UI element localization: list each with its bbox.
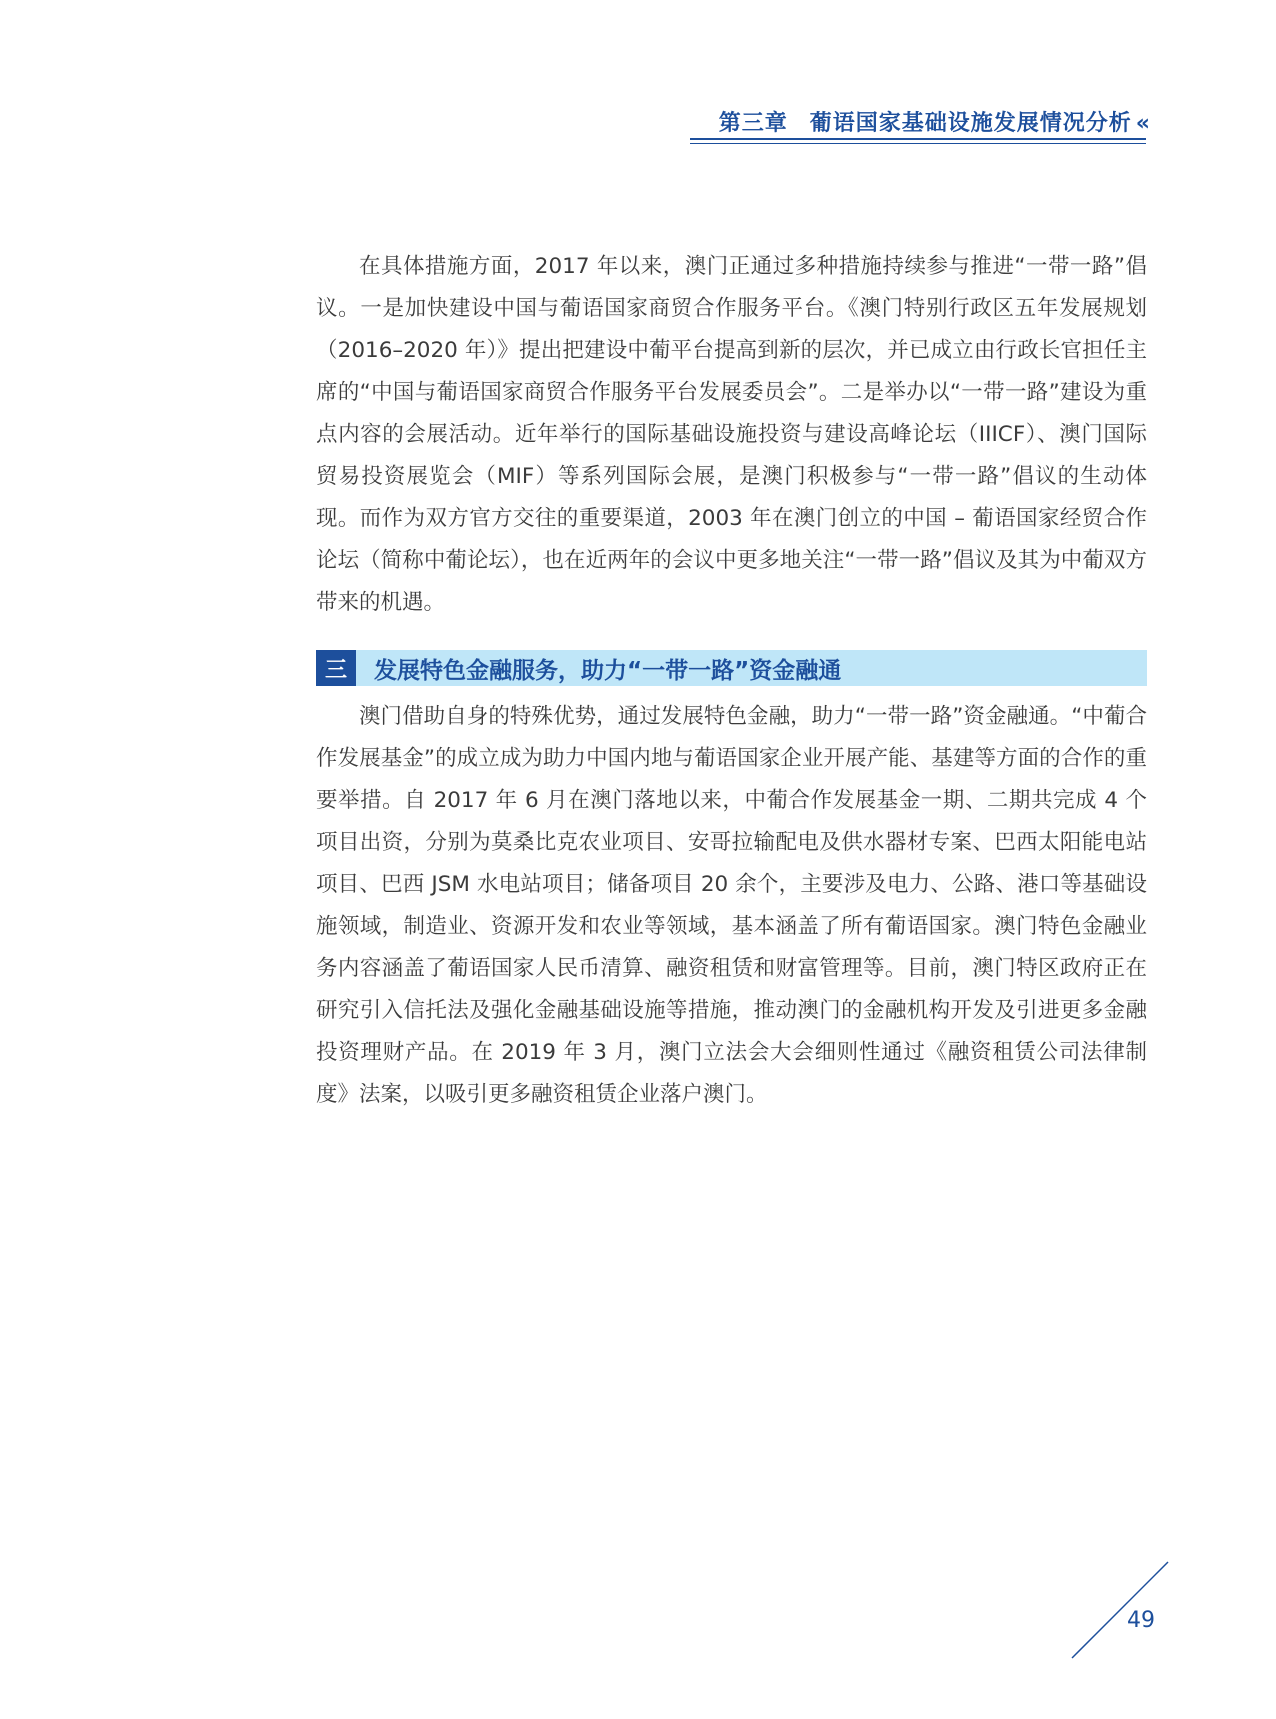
page-number: 49 bbox=[1127, 1608, 1155, 1633]
section-number: 三 bbox=[316, 650, 356, 686]
running-header bbox=[719, 106, 1148, 137]
chevron-left-icon: « bbox=[1135, 111, 1148, 136]
section-heading bbox=[316, 650, 1147, 686]
paragraph-measures: 在具体措施方面，2017 年以来，澳门正通过多种措施持续参与推进“一带一路”倡议。一是加快建设中国与葡语国家商贸合作服务平台。《澳门特别行政区五年发展规划（2016–2020 年）》提出把建设中葡平台提高到新的层次，并已成立由行政长官担任主席的“中国与葡语国家商贸合作服务平台发展委员会”。二是举办以“一带一路”建设为重点内容的会展活动。近年举行的国际基础设施投资与建设高峰论坛（IIICF）、澳门国际贸易投资展览会（MIF）等系列国际会展，是澳门积极参与“一带一路”倡议的生动体现。而作为双方官方交往的重要渠道，2003 年在澳门创立的中国 – 葡语国家经贸合作论坛（简称中葡论坛），也在近两年的会议中更多地关注“一带一路”倡议及其为中葡双方带来的机遇。 bbox=[316, 254, 1147, 615]
header-rule-thin bbox=[690, 143, 1146, 144]
chapter-label: 第三章 bbox=[718, 111, 788, 136]
body-content bbox=[316, 246, 1147, 1116]
header-rule-thick bbox=[690, 138, 1146, 140]
corner-slash-decoration bbox=[1070, 1560, 1170, 1660]
paragraph-finance: 澳门借助自身的特殊优势，通过发展特色金融，助力“一带一路”资金融通。“中葡合作发展基金”的成立成为助力中国内地与葡语国家企业开展产能、基建等方面的合作的重要举措。自 2017 年 6 月在澳门落地以来，中葡合作发展基金一期、二期共完成 4 个项目出资，分别为莫桑比克农业项目、安哥拉输配电及供水器材专案、巴西太阳能电站项目、巴西 JSM 水电站项目；储备项目 20 余个，主要涉及电力、公路、港口等基础设施领域，制造业、资源开发和农业等领域，基本涵盖了所有葡语国家。澳门特色金融业务内容涵盖了葡语国家人民币清算、融资租赁和财富管理等。目前，澳门特区政府正在研究引入信托法及强化金融基础设施等措施，推动澳门的金融机构开发及引进更多金融投资理财产品。在 2019 年 3 月，澳门立法会大会细则性通过《融资租赁公司法律制度》法案，以吸引更多融资租赁企业落户澳门。 bbox=[316, 704, 1147, 1107]
chapter-title: 葡语国家基础设施发展情况分析 bbox=[809, 111, 1132, 136]
section-title: 发展特色金融服务，助力“一带一路”资金融通 bbox=[374, 657, 842, 684]
